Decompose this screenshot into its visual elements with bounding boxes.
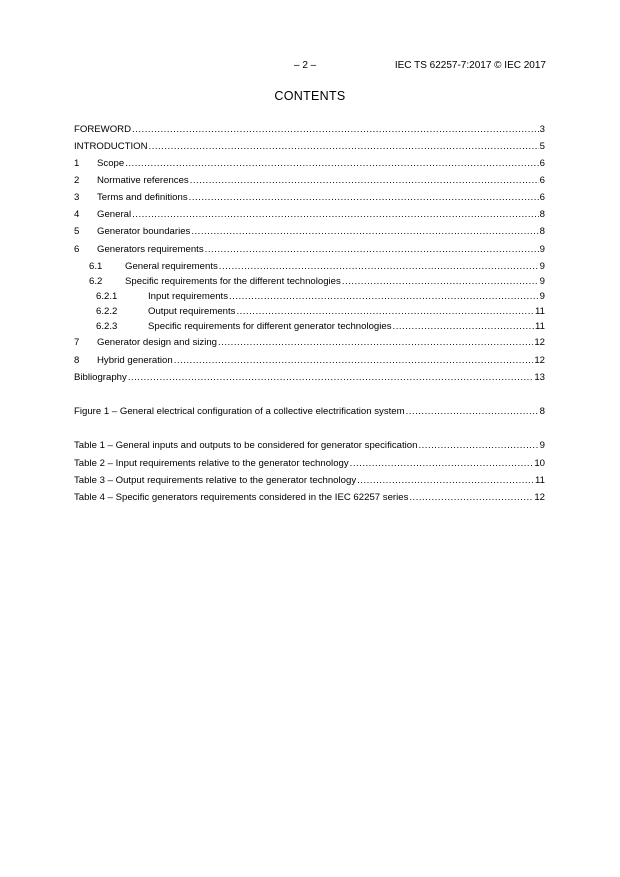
toc-entry-table-3[interactable] [74,474,545,487]
toc-page: 12 [534,492,545,503]
toc-entry-general[interactable] [74,208,545,221]
toc-page: 8 [539,209,545,220]
toc-entry-scope[interactable] [74,157,545,170]
toc-entry-6-2-2[interactable] [74,305,545,318]
toc-entry-foreword[interactable] [74,123,545,136]
toc-entry-6-2-1[interactable] [74,290,545,303]
toc-label: Generator design and sizing [97,337,217,348]
toc-page: 6 [539,175,545,186]
toc-entry-6-2-3[interactable] [74,320,545,333]
toc-number: 2 [74,175,80,186]
toc-page: 9 [539,276,545,287]
toc-entry-figure-1[interactable] [74,405,545,418]
page-number: – 2 – [294,60,317,71]
toc-entry-terms-definitions[interactable] [74,191,545,204]
toc-label: Generators requirements [97,244,204,255]
toc-entry-introduction[interactable] [74,140,545,153]
toc-label: Table 3 – Output requirements relative to the generator technology [74,475,357,486]
toc-page: 8 [539,226,545,237]
toc-label: Input requirements [148,291,228,302]
toc-entry-hybrid-generation[interactable] [74,354,545,367]
toc-label: Specific requirements for the different technologies [125,276,341,287]
toc-label: Figure 1 – General electrical configuration of a collective electrification system [74,406,405,417]
toc-number: 6.1 [89,261,103,272]
toc-label: Hybrid generation [97,355,173,366]
toc-label: General requirements [125,261,218,272]
toc-label: Normative references [97,175,189,186]
toc-page: 9 [539,440,545,451]
toc-label: Scope [97,158,125,169]
toc-entry-generators-requirements[interactable] [74,243,545,256]
toc-page: 11 [535,321,545,332]
toc-page: 9 [539,291,545,302]
toc-page: 11 [535,475,545,486]
toc-page: 5 [539,141,545,152]
toc-label: FOREWORD [74,124,132,135]
toc-page: 3 [539,124,545,135]
toc-label: Table 2 – Input requirements relative to the generator technology [74,458,349,469]
toc-page: 13 [534,372,545,383]
toc-label: Terms and definitions [97,192,188,203]
toc-number: 6 [74,244,80,255]
page-header [0,60,620,74]
toc-number: 1 [74,158,80,169]
toc-label: INTRODUCTION [74,141,148,152]
toc-label: Table 4 – Specific generators requirements considered in the IEC 62257 series [74,492,409,503]
toc-label: Output requirements [148,306,236,317]
toc-entry-table-4[interactable] [74,491,545,504]
document-reference: IEC TS 62257-7:2017 © IEC 2017 [394,60,546,71]
toc-entry-generator-boundaries[interactable] [74,225,545,238]
toc-entry-table-2[interactable] [74,457,545,470]
toc-page: 6 [539,158,545,169]
toc-label: General [97,209,132,220]
page-title: CONTENTS [274,89,346,103]
toc-number: 8 [74,355,80,366]
toc-entry-normative-references[interactable] [74,174,545,187]
toc-entry-bibliography[interactable] [74,371,545,384]
toc-page: 8 [539,406,545,417]
toc-entry-table-1[interactable] [74,439,545,452]
toc-page: 12 [534,337,545,348]
toc-page: 9 [539,244,545,255]
toc-page: 12 [534,355,545,366]
toc-entry-6-1[interactable] [74,260,545,273]
toc-label: Table 1 – General inputs and outputs to be considered for generator specification [74,440,418,451]
toc-number: 7 [74,337,80,348]
toc-number: 6.2.2 [96,306,118,317]
toc-number: 6.2.3 [96,321,118,332]
toc-number: 6.2.1 [96,291,118,302]
toc-entry-6-2[interactable] [74,275,545,288]
toc-entry-generator-design[interactable] [74,336,545,349]
toc-page: 11 [535,306,545,317]
toc-number: 3 [74,192,80,203]
toc-number: 4 [74,209,80,220]
toc-page: 9 [539,261,545,272]
toc-label: Bibliography [74,372,127,383]
toc-label: Specific requirements for different generator technologies [148,321,392,332]
toc-page: 6 [539,192,545,203]
toc-number: 6.2 [89,276,103,287]
toc-number: 5 [74,226,80,237]
toc-label: Generator boundaries [97,226,191,237]
toc-page: 10 [534,458,545,469]
